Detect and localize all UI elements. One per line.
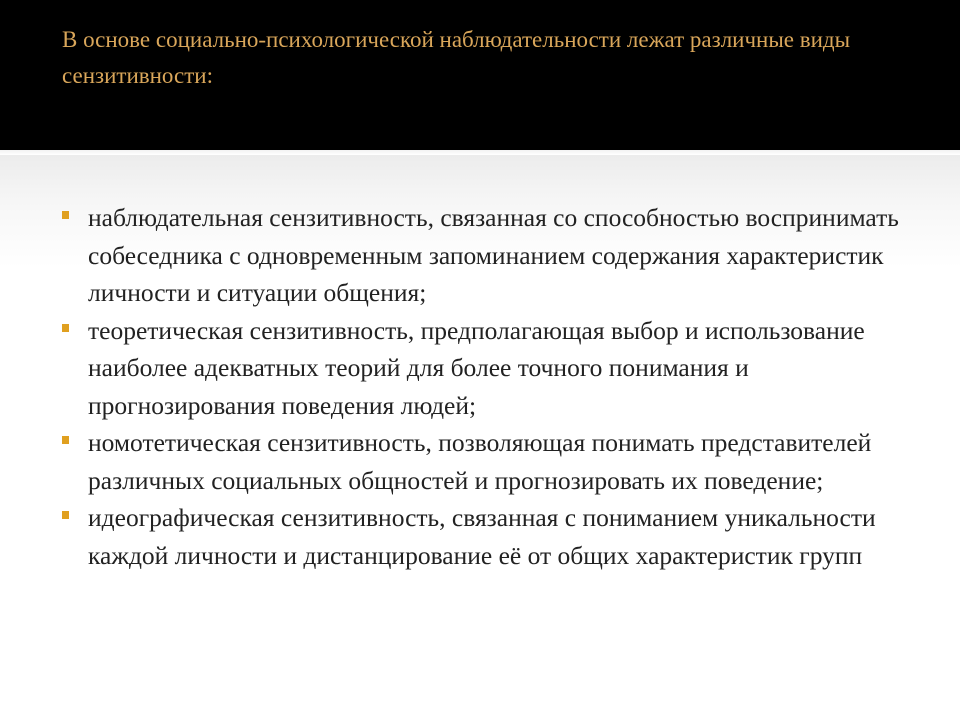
bullet-text: номотетическая сензитивность, позволяющая понимать представителей различных социальных общностей и прогнозировать их поведение; bbox=[88, 428, 872, 495]
bullet-item bbox=[58, 499, 938, 574]
bullet-text: наблюдательная сензитивность, связанная со способностью воспринимать собеседника с одновременным запоминанием содержания характеристик личности и ситуации общения; bbox=[88, 203, 899, 307]
bullet-item bbox=[58, 199, 938, 312]
slide-title: В основе социально-психологической наблюдательности лежат различные виды сензитивности: bbox=[62, 27, 851, 88]
square-bullet-icon bbox=[62, 511, 69, 519]
slide-content bbox=[0, 155, 960, 720]
bullet-text: идеографическая сензитивность, связанная с пониманием уникальности каждой личности и дистанцирование её от общих характеристик групп bbox=[88, 503, 876, 570]
bullet-list bbox=[58, 199, 938, 574]
bullet-text: теоретическая сензитивность, предполагающая выбор и использование наиболее адекватных теорий для более точного понимания и прогнозирования поведения людей; bbox=[88, 315, 865, 420]
bullet-item bbox=[58, 424, 938, 499]
title-band bbox=[0, 0, 960, 150]
square-bullet-icon bbox=[62, 211, 69, 219]
square-bullet-icon bbox=[62, 436, 69, 444]
square-bullet-icon bbox=[62, 324, 69, 332]
bullet-item bbox=[58, 312, 938, 425]
